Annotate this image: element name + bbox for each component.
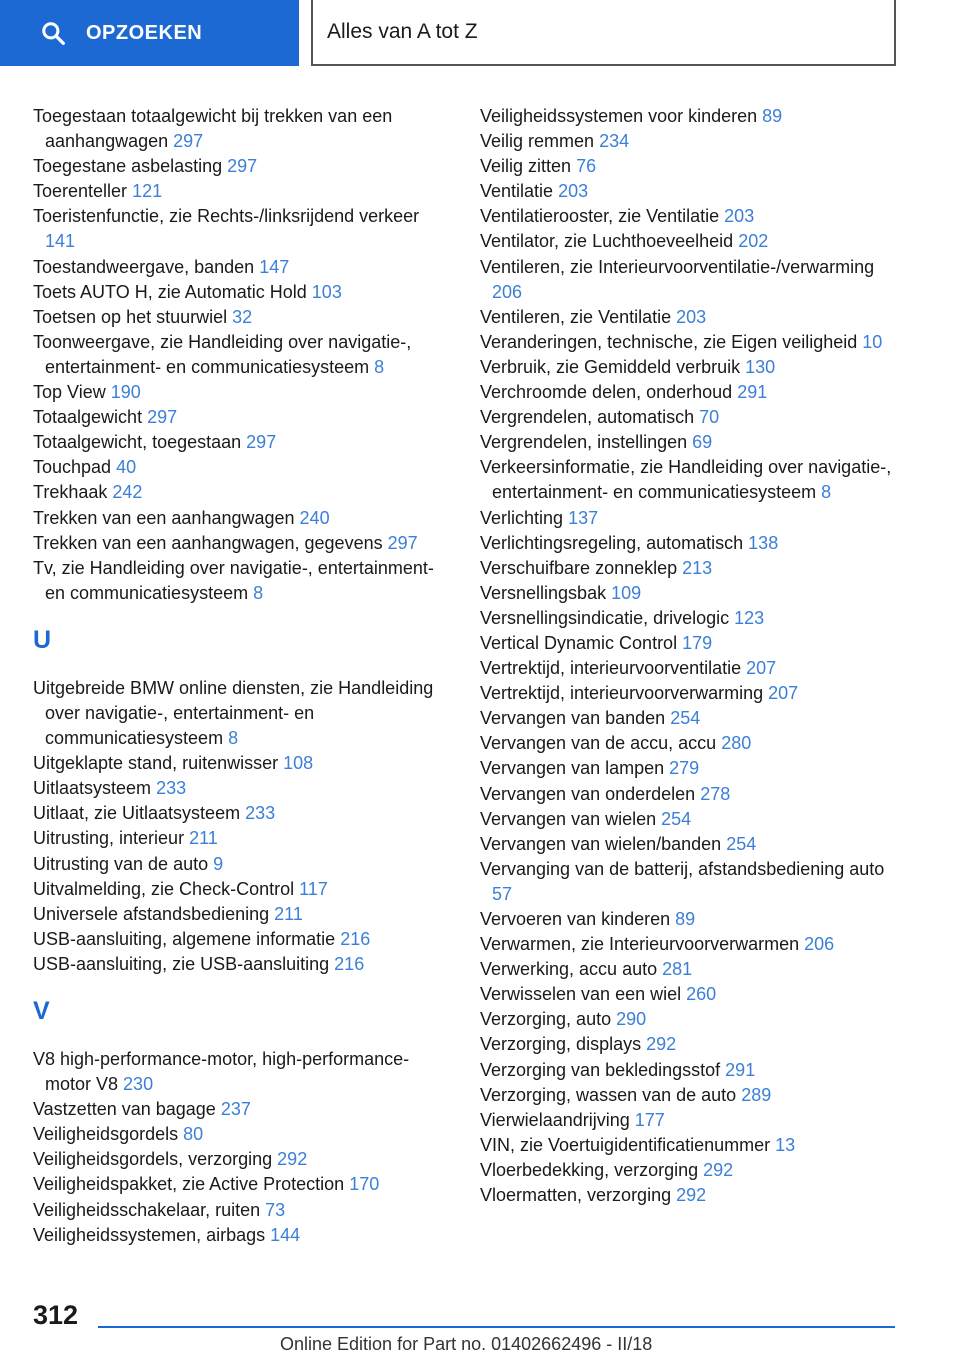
page-reference-link[interactable]: 80 [183,1124,204,1145]
page-reference-link[interactable]: 254 [670,708,701,729]
index-entry-term: Verwarmen, zie Interieurvoorverwarmen [480,934,800,955]
index-entry-term: Versnellingsindicatie, drivelogic [480,607,730,628]
page-reference-link[interactable]: 202 [738,231,769,252]
index-entry [480,531,900,556]
page-reference-link[interactable]: 207 [768,683,799,704]
page-reference-link[interactable]: 291 [737,382,768,403]
index-entry [33,751,453,776]
index-entry [33,852,453,877]
index-entry-term: Vervoeren van kinderen [480,909,671,929]
index-entry [33,430,453,455]
page-reference-link[interactable]: 297 [246,432,277,453]
index-entry [480,1133,900,1158]
page-reference-link[interactable]: 240 [299,507,330,528]
index-entry-term: Veilig remmen [480,131,595,152]
page-reference-link[interactable]: 190 [110,382,141,403]
page-reference-link[interactable]: 237 [220,1099,251,1120]
index-entry [480,731,900,756]
index-entry [33,776,453,801]
page-reference-link[interactable]: 9 [213,853,224,874]
page-reference-link[interactable]: 206 [492,281,523,302]
index-entry [33,506,453,531]
page-reference-link[interactable]: 281 [662,959,693,980]
index-entry-term: Totaalgewicht [33,407,143,428]
index-entry-term: USB-aansluiting, zie USB-aansluiting [33,953,330,974]
index-entry-term: Uitgebreide BMW online diensten, zie Handleiding over navigatie-, entertainment- en communicatiesysteem [33,677,434,749]
page-reference-link[interactable]: 279 [669,758,700,779]
index-entry [480,606,900,631]
index-entry-term: Veilig zitten [480,156,572,177]
index-entry-term: Ventilator, zie Luchthoeveelheid [480,231,734,252]
index-entry-term: Veiligheidsgordels, verzorging [33,1149,273,1170]
index-entry [480,932,900,957]
page-reference-link[interactable]: 206 [804,934,835,955]
index-entry [480,455,900,505]
index-entry [33,480,453,505]
index-entry [33,531,453,556]
index-entry-term: Veiligheidsgordels [33,1124,179,1145]
page-reference-link[interactable]: 297 [387,532,418,553]
index-entry [480,255,900,305]
page-reference-link[interactable]: 89 [675,909,696,929]
page-reference-link[interactable]: 10 [862,331,883,352]
index-entry-term: USB-aansluiting, algemene informatie [33,928,336,949]
index-entry [33,204,453,254]
index-entry-term: Toegestaan totaalgewicht bij trekken van een aanhangwagen [33,106,393,152]
index-entry [33,902,453,927]
index-entry [480,581,900,606]
index-entry-term: Uitvalmelding, zie Check-Control [33,878,295,899]
page-reference-link[interactable]: 203 [676,306,707,327]
page-reference-link[interactable]: 137 [568,507,599,528]
page-reference-link[interactable]: 280 [721,733,752,754]
index-entry-term: Vergrendelen, automatisch [480,407,695,428]
page-reference-link[interactable]: 211 [274,903,303,924]
page-number: 312 [33,1300,79,1330]
index-entry [33,1122,453,1147]
index-entry [480,1183,900,1208]
index-entry [33,405,453,430]
index-entry-term: Vierwielaandrijving [480,1109,630,1130]
index-entry [480,1058,900,1083]
index-entry [480,229,900,254]
index-entry-term: Uitrusting, interieur [33,828,185,849]
footer-divider [98,1326,895,1328]
index-entry-term: Toestandweergave, banden [33,256,255,277]
index-entry-term: Vervangen van wielen/banden [480,833,722,854]
section-letter-heading: U [33,625,52,654]
index-entry [33,305,453,330]
index-entry-term: Vervanging van de batterij, afstandsbediening auto [480,858,885,879]
page-reference-link[interactable]: 109 [611,582,642,603]
index-entry [33,1047,453,1097]
index-entry-term: Trekhaak [33,482,108,503]
index-entry [480,129,900,154]
index-entry [480,832,900,857]
page-reference-link[interactable]: 297 [173,131,204,152]
page-reference-link[interactable]: 254 [661,808,692,829]
index-entry-term: Veranderingen, technische, zie Eigen veiligheid [480,331,858,352]
index-entry-term: Verschuifbare zonneklep [480,557,678,578]
index-entry [33,330,453,380]
index-entry-term: Veiligheidssystemen, airbags [33,1224,266,1245]
index-entry-term: Vertrektijd, interieurvoorventilatie [480,658,742,679]
index-entry [33,380,453,405]
index-entry-term: Vertical Dynamic Control [480,632,678,653]
index-entry [33,1223,453,1248]
index-entry [33,877,453,902]
index-entry-term: Verzorging, displays [480,1034,642,1055]
page-reference-link[interactable]: 73 [265,1199,286,1220]
index-entry [480,907,900,932]
index-entry-term: Verwerking, accu auto [480,959,658,980]
index-entry-term: Vervangen van banden [480,708,666,729]
page-reference-link[interactable]: 8 [821,482,832,503]
page-reference-link[interactable]: 13 [775,1134,796,1155]
index-column-right [480,104,900,1208]
index-entry-term: Vervangen van de accu, accu [480,733,717,754]
index-entry [33,455,453,480]
index-entry [480,204,900,229]
index-entry [33,1097,453,1122]
index-entry-term: Toerenteller [33,181,128,202]
index-entry-term: Verzorging van bekledingsstof [480,1059,721,1080]
index-entry [480,857,900,907]
page-reference-link[interactable]: 230 [123,1074,154,1095]
page-reference-link[interactable]: 170 [349,1174,380,1195]
header-bar [0,0,960,66]
index-entry-term: Vervangen van lampen [480,758,665,779]
index-entry-term: Verbruik, zie Gemiddeld verbruik [480,356,741,377]
footer-edition-text: Online Edition for Part no. 01402662496 - II/18 [280,1334,653,1354]
index-entry-term: Toonweergave, zie Handleiding over navigatie-, entertainment- en communicatiesysteem [33,331,412,377]
index-entry [480,1108,900,1133]
page-reference-link[interactable]: 289 [741,1084,772,1105]
index-entry-term: Trekken van een aanhangwagen [33,507,295,528]
index-entry-term: Verchroomde delen, onderhoud [480,382,733,403]
index-entry [33,676,453,751]
page-reference-link[interactable]: 297 [227,156,258,177]
page-reference-link[interactable]: 207 [746,658,777,679]
index-entry [33,927,453,952]
index-entry [33,179,453,204]
page-reference-link[interactable]: 147 [259,256,290,277]
search-tab-label: OPZOEKEN [86,21,203,44]
page-reference-link[interactable]: 69 [692,432,713,453]
index-entry [33,104,453,154]
index-entry-term: Vertrektijd, interieurvoorverwarming [480,683,764,704]
index-entry-term: Vastzetten van bagage [33,1099,216,1120]
index-entry [33,826,453,851]
index-entry-term: Toets AUTO H, zie Automatic Hold [33,281,307,302]
page-reference-link[interactable]: 254 [726,833,757,854]
index-entry [480,756,900,781]
index-entry-term: Touchpad [33,457,112,478]
page-reference-link[interactable]: 57 [492,883,513,904]
page-reference-link[interactable]: 103 [311,281,342,302]
index-entry-term: Verwisselen van een wiel [480,984,682,1005]
page-reference-link[interactable]: 121 [132,181,163,202]
index-entry-term: Veiligheidsschakelaar, ruiten [33,1199,261,1220]
page-reference-link[interactable]: 177 [634,1109,665,1130]
index-entry-term: Uitrusting van de auto [33,853,209,874]
page-reference-link[interactable]: 216 [340,928,371,949]
index-entry [480,330,900,355]
search-tab-button[interactable] [0,0,299,66]
index-entry [480,154,900,179]
index-entry [33,1198,453,1223]
index-entry [480,807,900,832]
index-entry-term: Versnellingsbak [480,582,607,603]
page-reference-link[interactable]: 108 [283,753,314,774]
index-entry [480,1032,900,1057]
page-reference-link[interactable]: 233 [245,803,276,824]
index-entry-term: Toeristenfunctie, zie Rechts-/linksrijdend verkeer [33,206,420,227]
index-entry-term: Trekken van een aanhangwagen, gegevens [33,532,383,553]
index-entry-term: Tv, zie Handleiding over navigatie-, entertainment- en communicatiesysteem [33,557,434,603]
page-reference-link[interactable]: 292 [277,1149,308,1170]
page-reference-link[interactable]: 291 [725,1059,756,1080]
page-reference-link[interactable]: 123 [734,607,765,628]
index-entry [480,405,900,430]
page-reference-link[interactable]: 278 [700,783,731,804]
index-entry-term: Vloerbedekking, verzorging [480,1159,699,1180]
index-entry [480,631,900,656]
index-entry-term: VIN, zie Voertuigidentificatienummer [480,1134,771,1155]
index-entry [480,1158,900,1183]
index-entry-term: Totaalgewicht, toegestaan [33,432,242,453]
page-reference-link[interactable]: 32 [232,306,253,327]
index-entry [33,1147,453,1172]
page-reference-link[interactable]: 141 [45,231,76,252]
index-entry-term: Ventileren, zie Ventilatie [480,306,672,327]
index-entry-term: Verkeersinformatie, zie Handleiding over navigatie-, entertainment- en communicatiesysteem [480,457,892,503]
index-entry [480,179,900,204]
index-entry [480,556,900,581]
index-entry-term: V8 high-performance-motor, high-performance-motor V8 [33,1049,410,1095]
index-entry [480,1007,900,1032]
page-reference-link[interactable]: 211 [189,828,218,849]
page-reference-link[interactable]: 179 [682,632,713,653]
index-entry-term: Ventileren, zie Interieurvoorventilatie-/verwarming [480,256,875,277]
page-reference-link[interactable]: 260 [686,984,717,1005]
page-reference-link[interactable]: 233 [156,778,187,799]
index-entry [33,952,453,977]
index-entry [480,104,900,129]
page-reference-link[interactable]: 117 [299,878,328,899]
page-reference-link[interactable]: 76 [576,156,597,177]
page-reference-link[interactable]: 234 [599,131,630,152]
index-entry-term: Toegestane asbelasting [33,156,223,177]
index-entry [33,255,453,280]
index-entry [33,154,453,179]
page-reference-link[interactable]: 138 [748,532,779,553]
index-entry [33,801,453,826]
index-entry [480,656,900,681]
page-reference-link[interactable]: 8 [374,356,385,377]
page-reference-link[interactable]: 242 [112,482,143,503]
page-reference-link[interactable]: 297 [147,407,178,428]
index-entry-term: Top View [33,382,106,403]
index-entry [33,280,453,305]
page-reference-link[interactable]: 292 [646,1034,677,1055]
page-reference-link[interactable]: 203 [558,181,589,202]
index-entry-term: Universele afstandsbediening [33,903,270,924]
index-entry [480,1083,900,1108]
index-entry [480,706,900,731]
index-entry-term: Verzorging, auto [480,1009,612,1030]
page-reference-link[interactable]: 70 [699,407,720,428]
page-reference-link[interactable]: 216 [334,953,365,974]
index-entry-term: Uitlaatsysteem [33,778,152,799]
page-reference-link[interactable]: 292 [676,1185,707,1206]
search-icon [40,20,66,46]
section-title: Alles van A tot Z [311,0,896,66]
index-entry-term: Verlichtingsregeling, automatisch [480,532,744,553]
index-entry [480,430,900,455]
index-entry-term: Ventilatie [480,181,554,202]
page-reference-link[interactable]: 8 [228,728,239,749]
index-entry [480,782,900,807]
page-reference-link[interactable]: 203 [724,206,755,227]
index-entry [33,556,453,606]
page-reference-link[interactable]: 292 [703,1159,734,1180]
index-entry-term: Veiligheidssystemen voor kinderen [480,106,758,126]
index-entry-term: Vloermatten, verzorging [480,1185,672,1206]
index-entry-term: Uitlaat, zie Uitlaatsysteem [33,803,241,824]
index-entry-term: Vervangen van wielen [480,808,657,829]
index-entry-term: Verlichting [480,507,564,528]
index-entry-term: Ventilatierooster, zie Ventilatie [480,206,720,227]
index-entry-term: Uitgeklapte stand, ruitenwisser [33,753,279,774]
page-reference-link[interactable]: 144 [270,1224,301,1245]
index-entry [33,1172,453,1197]
index-entry [480,957,900,982]
index-entry [480,305,900,330]
index-entry-term: Toetsen op het stuurwiel [33,306,228,327]
index-entry-term: Vergrendelen, instellingen [480,432,688,453]
index-column-left [33,104,453,1248]
index-entry-term: Verzorging, wassen van de auto [480,1084,737,1105]
page-reference-link[interactable]: 130 [745,356,776,377]
index-entry [480,506,900,531]
index-entry-term: Veiligheidspakket, zie Active Protection [33,1174,345,1195]
index-entry-term: Vervangen van onderdelen [480,783,696,804]
section-letter-heading: V [33,997,50,1025]
page-reference-link[interactable]: 40 [116,457,137,478]
page-reference-link[interactable]: 89 [762,106,783,126]
page-reference-link[interactable]: 8 [253,582,264,603]
index-entry [480,355,900,380]
index-entry [480,380,900,405]
index-entry [480,982,900,1007]
page-reference-link[interactable]: 290 [616,1009,647,1030]
page-reference-link[interactable]: 213 [682,557,713,578]
index-entry [480,681,900,706]
